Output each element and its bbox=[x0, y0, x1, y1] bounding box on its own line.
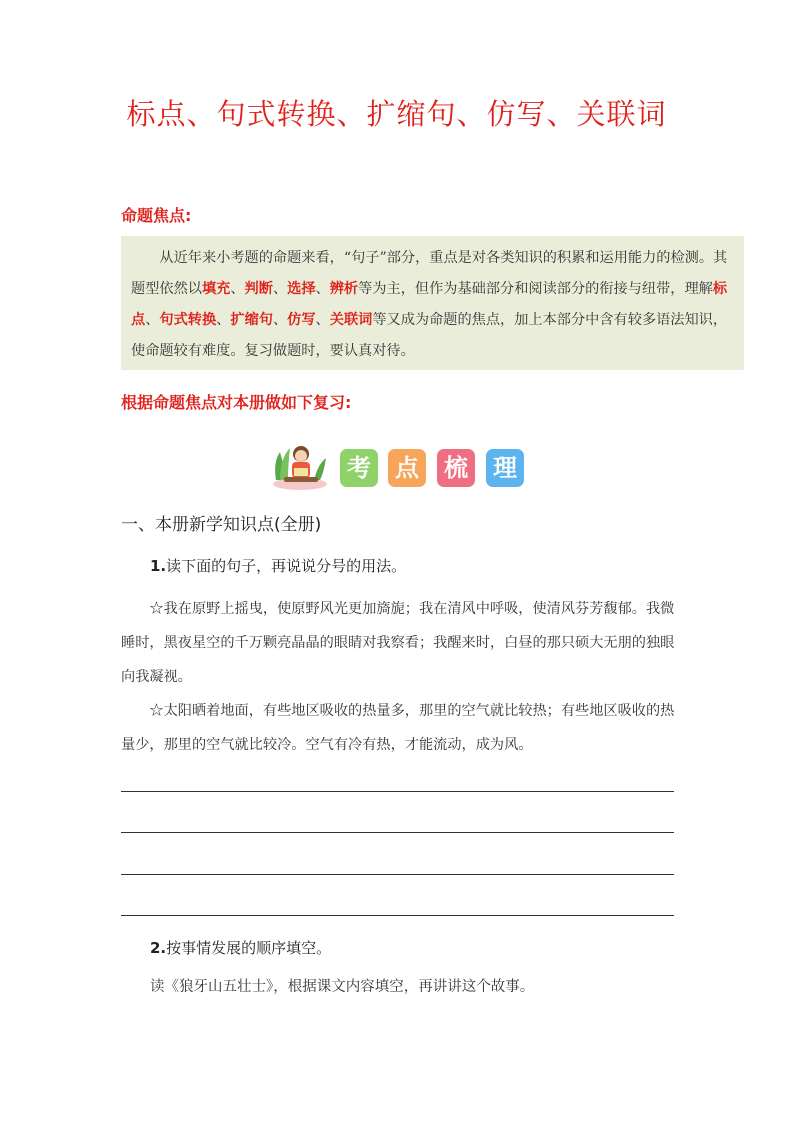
highlight-term: 句式转换 bbox=[159, 312, 217, 328]
answer-line-2[interactable] bbox=[121, 832, 674, 833]
focus-paragraph bbox=[131, 243, 736, 367]
focus-text-segment: 、 bbox=[315, 281, 330, 297]
answer-line-4[interactable] bbox=[121, 915, 674, 916]
focus-text-segment: 从近年来小考题的命题来看，“句子”部分，重点是对各类知识的积累和运用能力的检测。其题型依然以 bbox=[131, 250, 728, 297]
question-1-text: 读下面的句子，再说说分号的用法。 bbox=[166, 557, 407, 575]
question-1 bbox=[150, 555, 406, 576]
highlight-term: 判断 bbox=[244, 281, 273, 297]
question-2-text: 按事情发展的顺序填空。 bbox=[166, 939, 332, 957]
answer-line-1[interactable] bbox=[121, 791, 674, 792]
highlight-term: 仿写 bbox=[287, 312, 316, 328]
focus-text-segment: 、 bbox=[315, 312, 330, 328]
question-2-number: 2. bbox=[150, 939, 167, 957]
question-1-number: 1. bbox=[150, 557, 167, 575]
question-2 bbox=[150, 937, 331, 958]
highlight-term: 填充 bbox=[201, 281, 231, 297]
highlight-term: 辨析 bbox=[329, 281, 359, 297]
highlight-term: 选择 bbox=[287, 281, 316, 297]
answer-line-3[interactable] bbox=[121, 874, 674, 875]
review-heading: 根据命题焦点对本册做如下复习: bbox=[121, 393, 352, 412]
banner-char-4: 理 bbox=[486, 449, 524, 487]
highlight-term: 关联词 bbox=[329, 312, 373, 328]
focus-text-segment: 等又成为命题的焦点，加上本部分中含有较多语法知识，使命题较有难度。复习做题时，要认真对待。 bbox=[131, 312, 728, 359]
part-title: 一、本册新学知识点(全册) bbox=[121, 515, 322, 535]
focus-text-segment: 、 bbox=[145, 312, 160, 328]
focus-text-segment: 、 bbox=[230, 281, 245, 297]
passage-2: ☆太阳晒着地面，有些地区吸收的热量多，那里的空气就比较热；有些地区吸收的热量少，那里的空气就比较冷。空气有冷有热，才能流动，成为风。 bbox=[121, 703, 675, 753]
reading-instruction: 读《狼牙山五壮士》，根据课文内容填空，再讲讲这个故事。 bbox=[150, 979, 535, 995]
banner-char-1: 考 bbox=[340, 449, 378, 487]
focus-heading: 命题焦点: bbox=[121, 206, 192, 225]
focus-text-segment: 、 bbox=[272, 312, 288, 328]
focus-text-segment: 等为主，但作为基础部分和阅读部分的衔接与纽带，理解 bbox=[358, 281, 713, 297]
focus-text-segment: 、 bbox=[272, 281, 288, 297]
focus-text-segment: 、 bbox=[216, 312, 231, 328]
page-title: 标点、句式转换、扩缩句、仿写、关联词 bbox=[126, 97, 667, 131]
banner-char-3: 梳 bbox=[437, 449, 475, 487]
passage-1: ☆我在原野上摇曳，使原野风光更加旖旎；我在清风中呼吸，使清风芬芳馥郁。我微睡时，黑夜星空的千万颗亮晶晶的眼睛对我察看；我醒来时，白昼的那只硕大无朋的独眼向我凝视。 bbox=[121, 601, 675, 685]
highlight-term: 标点 bbox=[131, 281, 728, 328]
reading-girl-illustration bbox=[270, 440, 332, 492]
banner-char-2: 点 bbox=[388, 449, 426, 487]
highlight-term: 扩缩句 bbox=[230, 312, 273, 328]
